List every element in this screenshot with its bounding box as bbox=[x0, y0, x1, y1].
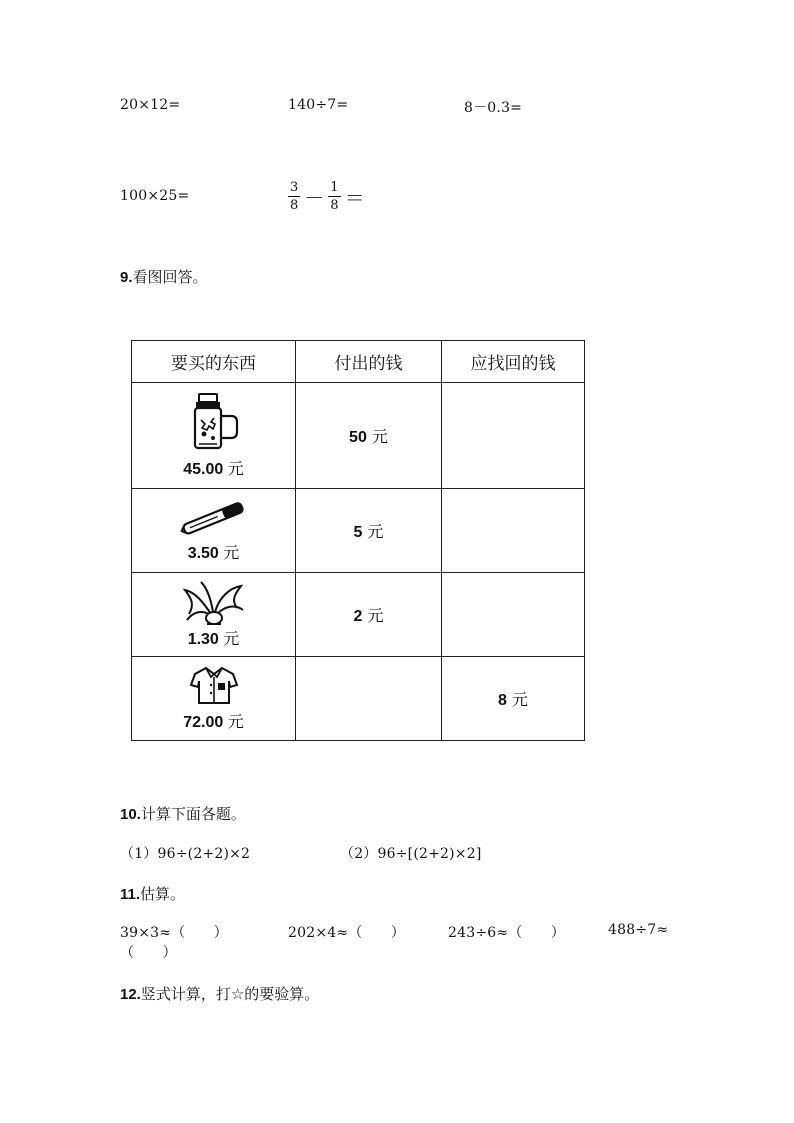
paid-cell[interactable] bbox=[296, 657, 442, 741]
expr-20x12: 20×12= bbox=[120, 97, 181, 113]
q10-heading: 10.计算下面各题。 bbox=[120, 805, 246, 823]
item-cell: 45.00 元 bbox=[132, 383, 296, 489]
item-cell: 3.50 元 bbox=[132, 489, 296, 573]
estimate-2: 202×4≈（ ） bbox=[288, 925, 406, 941]
thermos-icon bbox=[187, 392, 241, 452]
q12-heading: 12.竖式计算，打☆的要验算。 bbox=[120, 985, 320, 1003]
expr-8minus03: 8－0.3= bbox=[464, 100, 523, 116]
item-cell: 1.30 元 bbox=[132, 573, 296, 657]
table-row bbox=[132, 657, 585, 741]
pen-icon bbox=[178, 498, 250, 538]
expr-140div7: 140÷7= bbox=[288, 97, 349, 113]
shopping-table bbox=[131, 340, 585, 741]
table-row bbox=[132, 383, 585, 489]
header-change: 应找回的钱 bbox=[442, 341, 585, 383]
header-item: 要买的东西 bbox=[132, 341, 296, 383]
q10-item-1: （1）96÷(2+2)×2 bbox=[120, 846, 251, 862]
q9-heading: 9.看图回答。 bbox=[120, 268, 208, 286]
estimate-3: 243÷6≈（ ） bbox=[448, 925, 566, 941]
table-row bbox=[132, 489, 585, 573]
q10-item-2: （2）96÷[(2+2)×2] bbox=[340, 846, 482, 862]
header-paid: 付出的钱 bbox=[296, 341, 442, 383]
estimate-4-blank: （ ） bbox=[120, 945, 177, 961]
minus-sign: － bbox=[304, 186, 325, 210]
equals-sign: ＝ bbox=[344, 186, 365, 210]
fraction-expression bbox=[286, 181, 367, 212]
q11-heading: 11.估算。 bbox=[120, 885, 186, 903]
paid-cell: 50 元 bbox=[296, 383, 442, 489]
estimate-1: 39×3≈（ ） bbox=[120, 925, 228, 941]
table-row bbox=[132, 573, 585, 657]
estimate-4: 488÷7≈ bbox=[608, 922, 669, 938]
change-cell[interactable] bbox=[442, 383, 585, 489]
plant-icon bbox=[181, 580, 247, 626]
change-cell[interactable] bbox=[442, 573, 585, 657]
fraction-b: $\frac{1}{8}$ bbox=[330, 180, 339, 213]
item-cell: 72.00 元 bbox=[132, 657, 296, 741]
paid-cell: 5 元 bbox=[296, 489, 442, 573]
change-cell: 8 元 bbox=[442, 657, 585, 741]
shirt-icon bbox=[189, 665, 239, 705]
expr-100x25: 100×25= bbox=[120, 188, 190, 204]
paid-cell: 2 元 bbox=[296, 573, 442, 657]
table-header-row bbox=[132, 341, 585, 383]
change-cell[interactable] bbox=[442, 489, 585, 573]
fraction-a: $\frac{3}{8}$ bbox=[290, 180, 299, 213]
